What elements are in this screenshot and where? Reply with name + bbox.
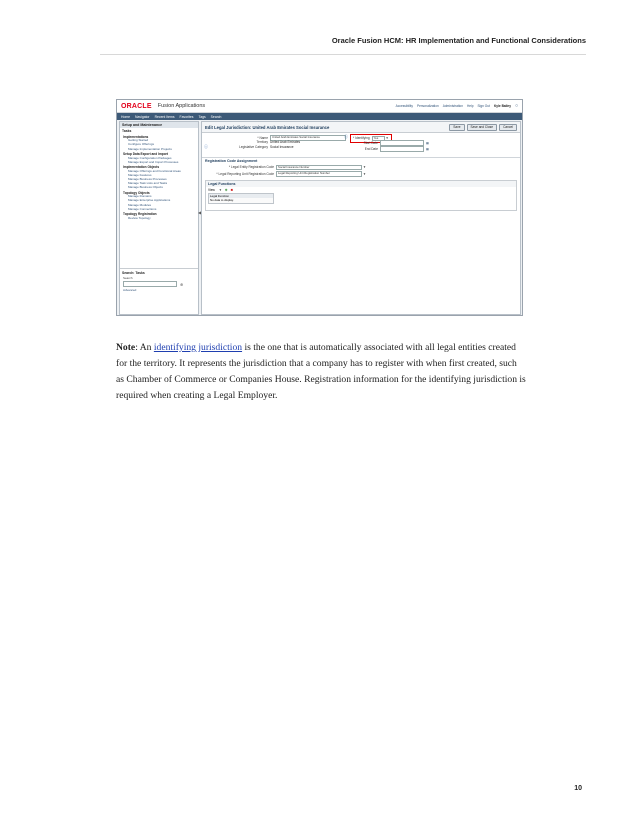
identifying-jurisdiction-link[interactable]: identifying jurisdiction (153, 341, 243, 353)
end-date-input[interactable] (380, 146, 424, 152)
section-heading: Implementation Objects (123, 165, 160, 170)
search-tasks-heading: Search: Tasks (122, 271, 145, 275)
calendar-icon[interactable]: ▦ (426, 140, 430, 145)
end-date-label: End Date (364, 146, 378, 151)
registration-code-label: * Legal Entity Registration Code (228, 165, 274, 170)
task-link[interactable]: Manage Implementation Projects (128, 146, 172, 151)
link-help[interactable]: Help (466, 104, 474, 108)
edit-title: Edit Legal Jurisdiction: United Arab Emirates Social Insurance (205, 124, 330, 130)
category-value: Social Insurance (270, 145, 294, 149)
header-rule (100, 54, 586, 55)
note-body: is the one that is automatically associated with all legal entities created for the territory. It represents the jurisdiction that a company has to register with when first created, such as Chamber of Commerce or Companies House. Registration information for the identifying jurisdiction is required when creating a Legal Employer. (116, 341, 526, 402)
save-button[interactable]: Save (449, 124, 464, 131)
section-heading: Topology Objects (123, 190, 150, 195)
chevron-down-icon[interactable]: ▼ (385, 136, 389, 141)
start-date-label: Start Date (363, 140, 378, 145)
reporting-code-label: * Legal Reporting Unit Registration Code (216, 172, 274, 177)
link-sign-out[interactable]: Sign Out (477, 104, 490, 108)
note-label: Note (116, 341, 136, 353)
app-screenshot (116, 99, 523, 316)
search-input[interactable] (123, 281, 177, 287)
name-input[interactable]: United Arab Emirates Social Insurance (270, 135, 346, 141)
territory-label: Territory (256, 140, 268, 144)
page-number: 10 (574, 785, 582, 792)
search-tasks (120, 268, 198, 292)
menu-home[interactable]: Home (121, 114, 131, 119)
reporting-code-select[interactable]: Legal Reporting Unit Registration Number (276, 171, 362, 177)
header-title: Oracle Fusion HCM: HR Implementation and Functional Considerations (331, 36, 586, 45)
menu-bar (117, 113, 522, 120)
start-date-input[interactable] (380, 140, 424, 146)
task-link[interactable]: Manage Domains (128, 194, 152, 199)
section-heading: Implementations (123, 135, 149, 139)
task-link[interactable]: Manage Connections (128, 206, 157, 211)
search-row (120, 280, 198, 288)
action-buttons (449, 124, 517, 131)
view-menu[interactable]: View (208, 187, 215, 192)
panel-title: Setup and Maintenance (120, 122, 198, 128)
edit-header (202, 122, 520, 133)
territory-value: United Arab Emirates (270, 140, 301, 144)
chevron-down-icon[interactable]: ▼ (363, 172, 366, 177)
advanced-search-link[interactable]: Advanced (123, 288, 137, 292)
user-name: Kyle Bailey (493, 104, 511, 108)
add-icon[interactable]: ✚ (224, 187, 228, 192)
category-field (206, 145, 294, 149)
table-header: Legal Function (209, 194, 273, 199)
top-links (396, 103, 518, 109)
registration-heading: Registration Code Assignment (202, 157, 520, 164)
identifying-select[interactable]: Yes (372, 136, 385, 142)
category-label: Legislative Category (239, 145, 268, 149)
chevron-down-icon[interactable]: ▼ (218, 187, 222, 192)
menu-search[interactable]: Search (210, 114, 222, 119)
oracle-logo: ORACLE (121, 102, 152, 110)
note-pre: : An (135, 341, 154, 353)
app-name: Fusion Applications (157, 103, 206, 109)
task-link[interactable]: Review Topology (128, 215, 151, 220)
task-link[interactable]: Manage Offerings and Functional Areas (128, 168, 181, 173)
menu-favorites[interactable]: Favorites (179, 114, 194, 119)
delete-icon[interactable]: ✖ (230, 187, 234, 192)
tasks-panel (119, 121, 202, 315)
search-label: Search (123, 276, 133, 280)
legal-functions-box (205, 180, 517, 211)
link-accessibility[interactable]: Accessibility (395, 104, 413, 108)
menu-tags[interactable]: Tags (198, 114, 206, 119)
link-administration[interactable]: Administration (442, 104, 463, 108)
info-icon: ⓘ (204, 144, 208, 149)
task-link[interactable]: Manage Business Processes (128, 177, 167, 182)
chevron-down-icon[interactable]: ▼ (363, 165, 366, 170)
menu-navigator[interactable]: Navigator (135, 114, 150, 119)
task-link[interactable]: Manage Export and Import Processes (128, 159, 179, 164)
legal-functions-body (206, 206, 516, 210)
cancel-button[interactable]: Cancel (499, 124, 517, 131)
territory-field (206, 140, 300, 144)
legal-functions-table (208, 193, 274, 204)
edit-panel (201, 121, 521, 315)
info-icon: ⓘ (344, 134, 348, 139)
task-link[interactable]: Manage Configuration Packages (128, 155, 172, 160)
collapse-panel-icon[interactable]: ◀ (198, 210, 202, 215)
section-heading: Topology Registration (123, 212, 157, 217)
calendar-icon[interactable]: ▦ (426, 146, 430, 151)
registration-code-row (202, 164, 520, 171)
task-link[interactable]: Manage Business Objects (128, 185, 163, 190)
tasks-heading: Tasks (122, 129, 132, 133)
identifying-label: * Identifying (353, 136, 370, 141)
reporting-code-row (202, 171, 520, 178)
app-top-bar (117, 100, 522, 113)
name-label: * Name (257, 135, 268, 140)
table-empty-message: No data to display. (209, 198, 273, 203)
help-icon[interactable]: ○ (514, 103, 518, 109)
legal-functions-heading: Legal Functions (206, 181, 516, 187)
section-heading: Setup Data Export and Import (123, 152, 168, 157)
task-link[interactable]: Getting Started (128, 138, 149, 143)
save-and-close-button[interactable]: Save and Close (467, 124, 498, 131)
menu-recent-items[interactable]: Recent Items (154, 114, 175, 119)
start-date-field (352, 140, 429, 146)
note-paragraph (116, 340, 526, 405)
task-link[interactable]: Manage Enterprise Applications (128, 198, 171, 203)
task-link[interactable]: Manage Modules (128, 202, 152, 207)
jurisdiction-fields (202, 133, 520, 155)
task-link[interactable]: Manage Features (128, 172, 152, 177)
search-go-icon[interactable]: ⊕ (180, 281, 184, 287)
registration-code-select[interactable]: Social Insurance Number (276, 165, 362, 171)
task-link[interactable]: Configure Offerings (128, 142, 154, 147)
link-personalization[interactable]: Personalization (416, 104, 439, 108)
end-date-field (352, 146, 429, 152)
task-link[interactable]: Manage Task Lists and Tasks (128, 181, 168, 186)
